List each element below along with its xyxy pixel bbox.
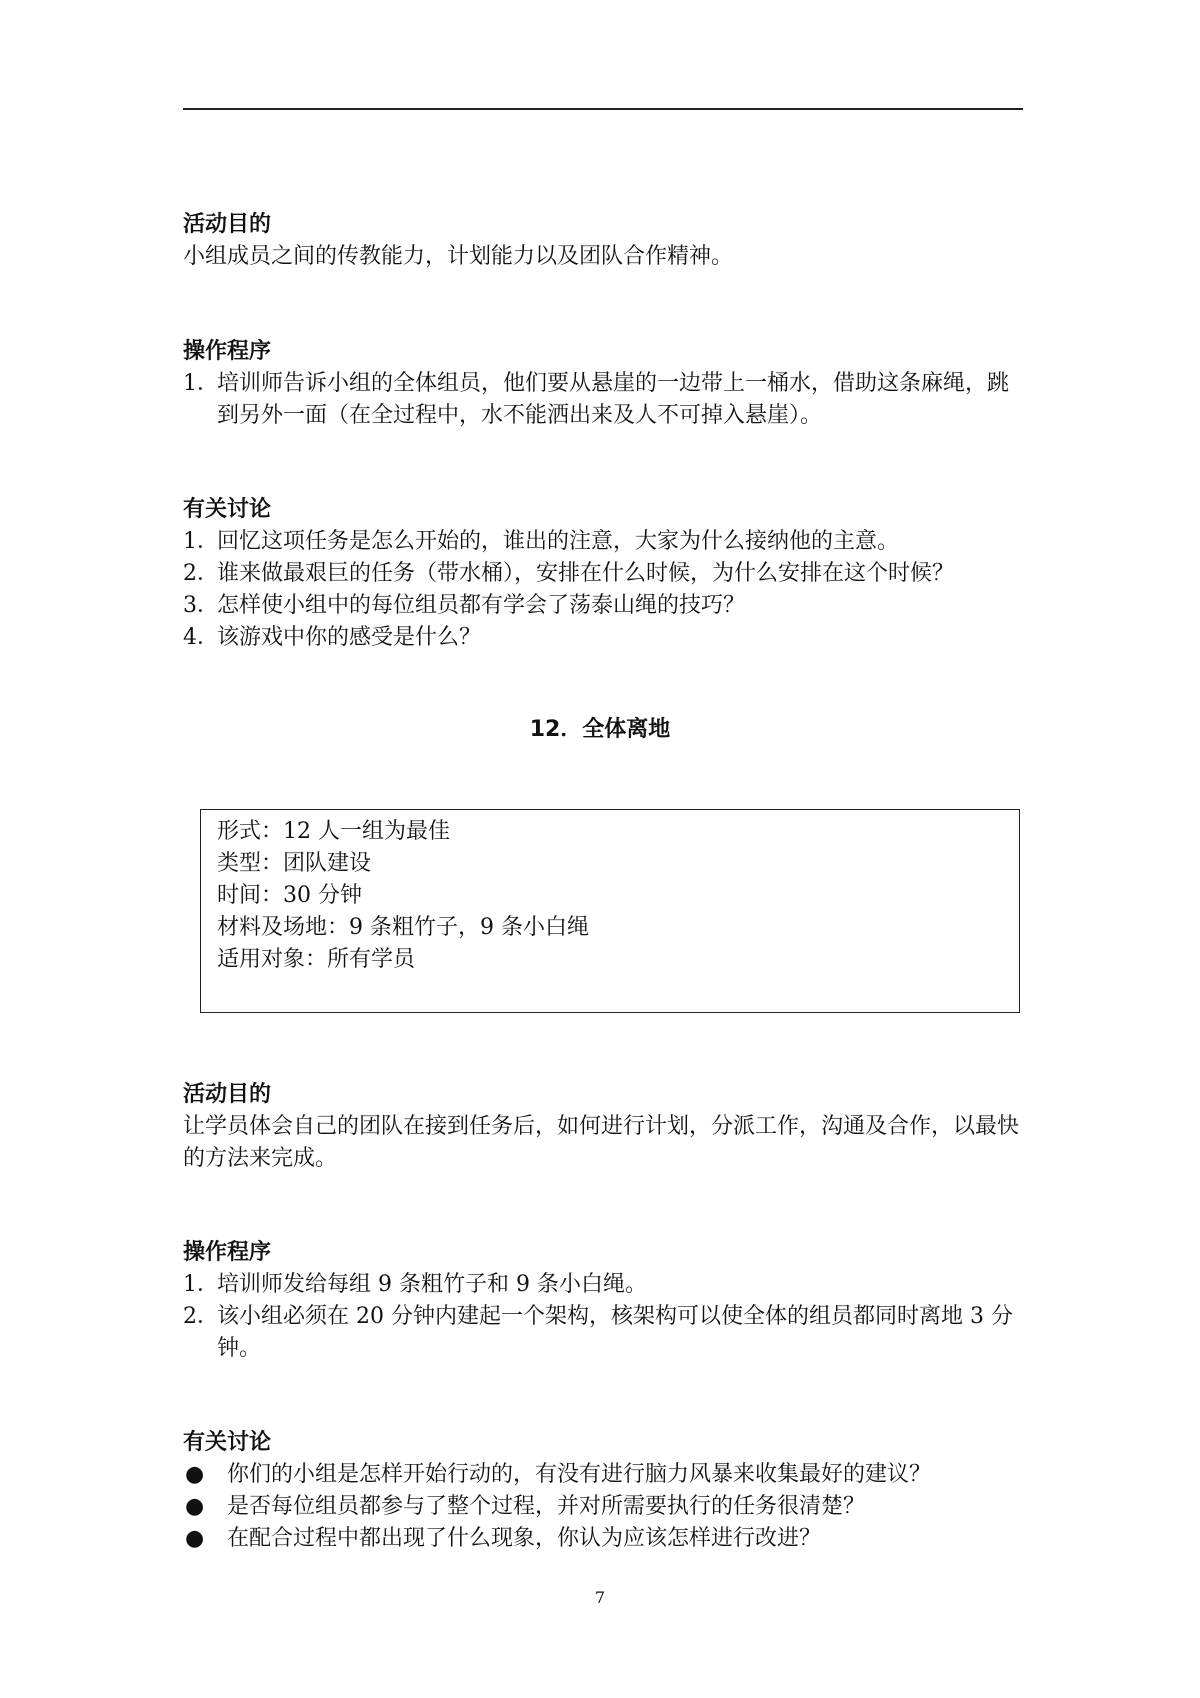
info-line: 形式：12 人一组为最佳 xyxy=(217,819,450,844)
bullet-icon: ● xyxy=(185,1494,205,1519)
bullet-icon: ● xyxy=(185,1526,205,1551)
goal-text: 让学员体会自己的团队在接到任务后，如何进行计划，分派工作，沟通及合作，以最快的方法来完成。 xyxy=(183,1114,1020,1171)
bullet-item xyxy=(183,1523,1023,1555)
list-item xyxy=(183,1301,1023,1365)
item-text: 谁来做最艰巨的任务（带水桶），安排在什么时候，为什么安排在这个时候？ xyxy=(217,561,955,586)
bullet-icon: ● xyxy=(185,1462,205,1487)
section-heading: 活动目的 xyxy=(183,1082,272,1107)
section2-discussion xyxy=(183,1427,1023,1555)
item-text: 在配合过程中都出现了什么现象，你认为应该怎样进行改进？ xyxy=(227,1526,822,1551)
bullet-item xyxy=(183,1459,1023,1491)
list-item xyxy=(183,558,1023,590)
list-item xyxy=(183,622,1023,654)
list-item xyxy=(183,1269,1023,1301)
section2-procedure xyxy=(183,1237,1023,1365)
item-number: 1． xyxy=(183,1272,219,1297)
page-number: 7 xyxy=(594,1588,606,1607)
item-text: 是否每位组员都参与了整个过程，并对所需要执行的任务很清楚？ xyxy=(227,1494,866,1519)
section1-procedure xyxy=(183,336,1023,432)
activity-title: 12．全体离地 xyxy=(529,717,671,742)
item-text: 怎样使小组中的每位组员都有学会了荡泰山绳的技巧？ xyxy=(217,593,746,618)
item-number: 2． xyxy=(183,561,219,586)
section-heading: 活动目的 xyxy=(183,212,272,237)
list-item xyxy=(183,590,1023,622)
header-rule xyxy=(183,108,1023,110)
goal-text: 小组成员之间的传教能力，计划能力以及团队合作精神。 xyxy=(183,244,734,269)
info-line: 时间：30 分钟 xyxy=(217,883,362,908)
section-heading: 操作程序 xyxy=(183,339,272,364)
activity-info-box xyxy=(200,809,1020,1013)
item-number: 3． xyxy=(183,593,219,618)
info-line: 类型：团队建设 xyxy=(217,851,372,876)
item-text: 该游戏中你的感受是什么？ xyxy=(217,625,482,650)
bullet-item xyxy=(183,1491,1023,1523)
list-item xyxy=(183,368,1023,432)
section2-goal xyxy=(183,1079,1023,1175)
item-text: 你们的小组是怎样开始行动的，有没有进行脑力风暴来收集最好的建议？ xyxy=(227,1462,932,1487)
section1-goal xyxy=(183,209,1023,273)
item-number: 1． xyxy=(183,529,219,554)
section1-discussion xyxy=(183,494,1023,654)
info-line: 适用对象：所有学员 xyxy=(217,947,416,972)
item-text: 培训师告诉小组的全体组员，他们要从悬崖的一边带上一桶水，借助这条麻绳，跳到另外一面（在全过程中，水不能洒出来及人不可掉入悬崖）。 xyxy=(217,371,1010,428)
list-item xyxy=(183,526,1023,558)
section-heading: 有关讨论 xyxy=(183,497,272,522)
item-text: 该小组必须在 20 分钟内建起一个架构，核架构可以使全体的组员都同时离地 3 分钟。 xyxy=(217,1304,1013,1361)
info-line: 材料及场地：9 条粗竹子，9 条小白绳 xyxy=(217,915,589,940)
item-number: 2． xyxy=(183,1304,219,1329)
section-heading: 操作程序 xyxy=(183,1240,272,1265)
item-number: 1． xyxy=(183,371,219,396)
item-number: 4． xyxy=(183,625,219,650)
item-text: 回忆这项任务是怎么开始的，谁出的注意，大家为什么接纳他的主意。 xyxy=(217,529,900,554)
section-heading: 有关讨论 xyxy=(183,1430,272,1455)
item-text: 培训师发给每组 9 条粗竹子和 9 条小白绳。 xyxy=(217,1272,647,1297)
